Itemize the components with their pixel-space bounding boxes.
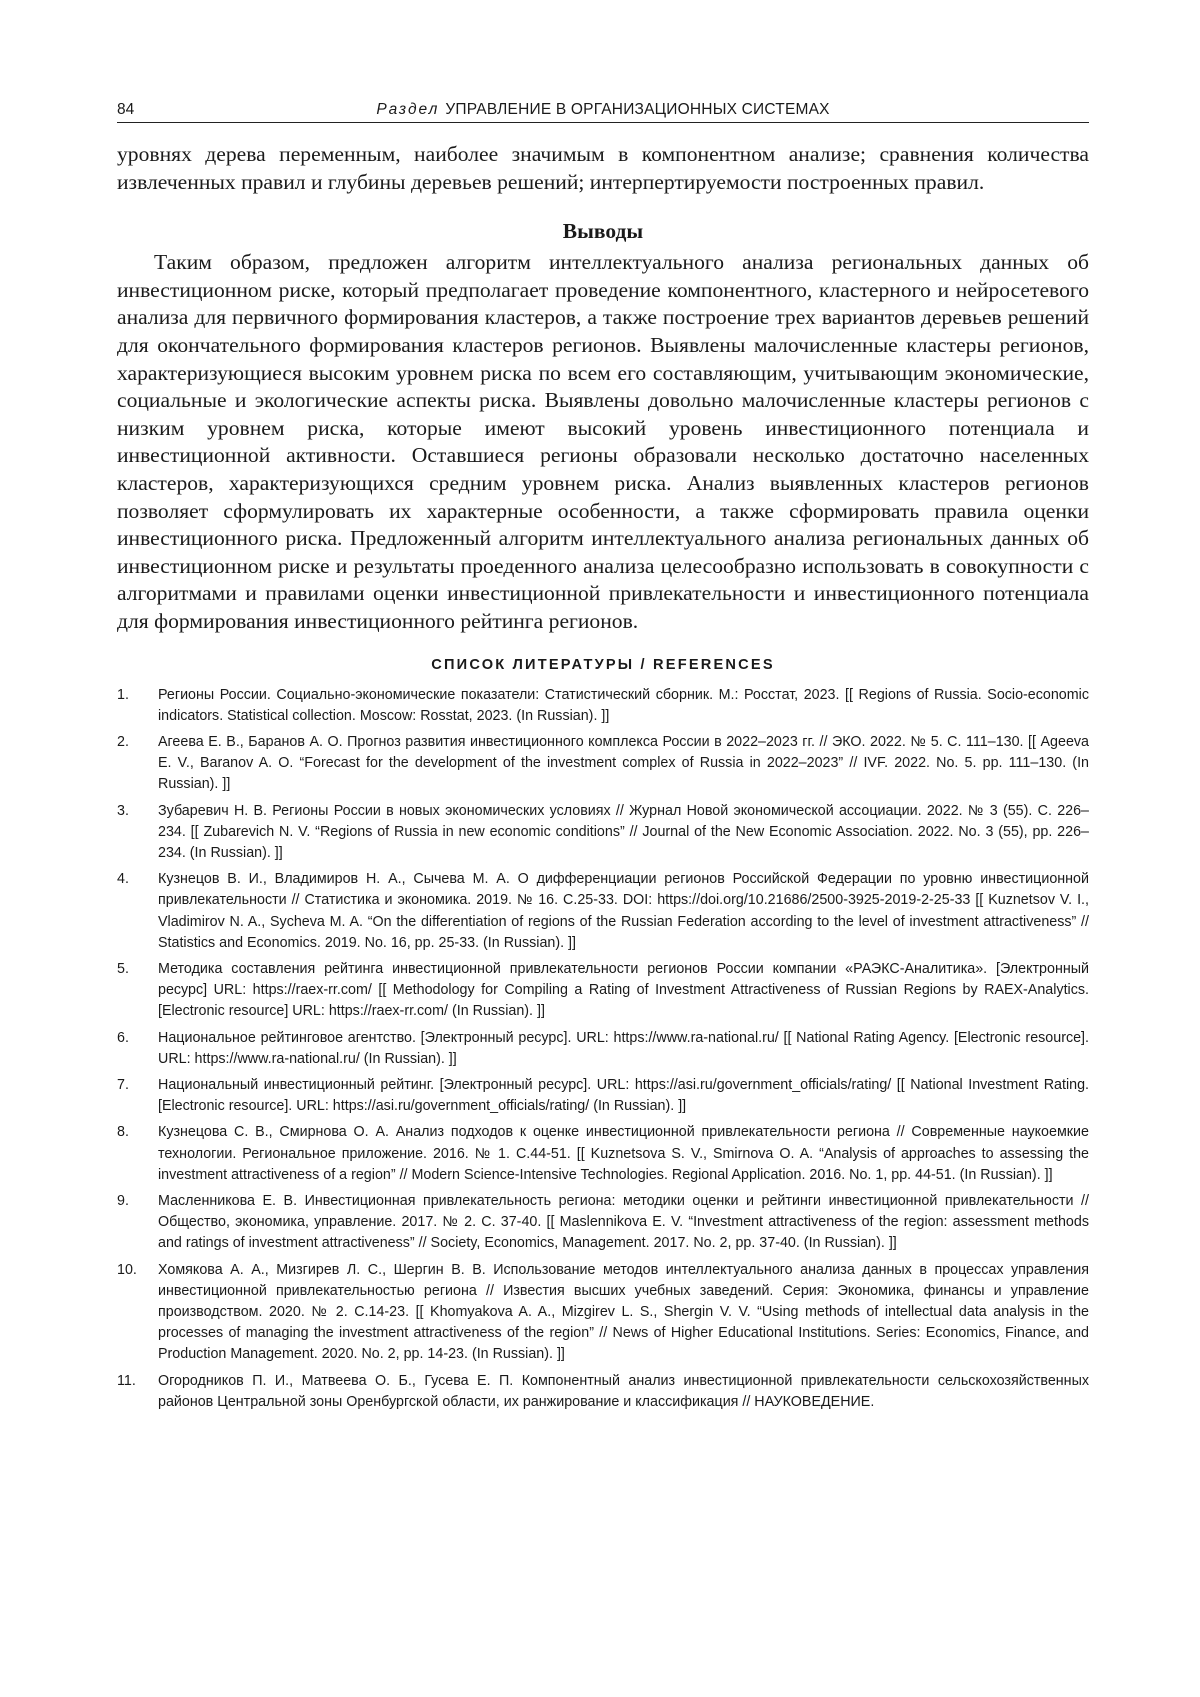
conclusions-heading: Выводы: [562, 219, 644, 244]
reference-number: 9.: [117, 1192, 129, 1209]
reference-item: [117, 1075, 1089, 1117]
reference-number: 5.: [117, 960, 129, 977]
reference-text: Масленникова Е. В. Инвестиционная привлекательность региона: методики оценки и рейтинги инвестиционной привлекательности // Общество, экономика, управление. 2017. № 2. С. 37-40. [[ Maslennikova E. V. “Investment attractiveness of the region: assessment methods and ratings of investment attractiveness” // Society, Economics, Management. 2017. No. 2, pp. 37-40. (In Russian). ]]: [158, 1192, 1089, 1252]
conclusions-paragraph: Таким образом, предложен алгоритм интеллектуального анализа региональных данных об инвестиционном риске, который предполагает проведение компонентного, кластерного и нейросетевого анализа для первичного формирования кластеров, а также построение трех вариантов деревьев решений для окончательного формирования кластеров регионов. Выявлены малочисленные кластеры регионов, характеризующиеся высоким уровнем риска по всем его составляющим, учитывающим экономические, социальные и экологические аспекты риска. Выявлены довольно малочисленные кластеры регионов с низким уровнем риска, которые имеют высокий уровень инвестиционного потенциала и инвестиционной активности. Оставшиеся регионы образовали несколько достаточно населенных кластеров, характеризующихся средним уровнем риска. Анализ выявленных кластеров регионов позволяет сформулировать их характерные особенности, а также сформировать правила оценки инвестиционного риска. Предложенный алгоритм интеллектуального анализа региональных данных об инвестиционном риске и результаты проеденного анализа целесообразно использовать в совокупности с алгоритмами и правилами оценки инвестиционной привлекательности и инвестиционного потенциала для формирования инвестиционного рейтинга регионов.: [117, 250, 1089, 633]
section-prefix: Раздел: [376, 101, 440, 118]
reference-number: 6.: [117, 1029, 129, 1046]
reference-item: [117, 1191, 1089, 1255]
references-list: [117, 685, 1089, 1414]
reference-text: Кузнецов В. И., Владимиров Н. А., Сычева М. А. О дифференциации регионов Российской Федерации по уровню инвестиционной привлекательности // Статистика и экономика. 2019. № 16. С.25-33. DOI: https://doi.org/10.21686/2500-3925-2019-2-25-33 [[ Kuznetsov V. I., Vladimirov N. A., Sycheva M. A. “On the differentiation of regions of the Russian Federation according to the level of investment attractiveness” // Statistics and Economics. 2019. No. 16, pp. 25-33. (In Russian). ]]: [158, 871, 1089, 951]
reference-item: [117, 869, 1089, 954]
reference-text: Кузнецова С. В., Смирнова О. А. Анализ подходов к оценке инвестиционной привлекательности региона // Современные наукоемкие технологии. Региональное приложение. 2016. № 1. С.44-51. [[ Kuznetsova S. V., Smirnova O. A. “Analysis of approaches to assessing the investment attractiveness of a region” // Modern Science-Intensive Technologies. Regional Application. 2016. No. 1, pp. 44-51. (In Russian). ]]: [158, 1124, 1089, 1183]
references-heading: СПИСОК ЛИТЕРАТУРЫ / REFERENCES: [431, 656, 775, 673]
reference-text: Зубаревич Н. В. Регионы России в новых экономических условиях // Журнал Новой экономической ассоциации. 2022. № 3 (55). С. 226–234. [[ Zubarevich N. V. “Regions of Russia in new economic conditions” // Journal of the New Economic Association. 2022. No. 3 (55), pp. 226–234. (In Russian). ]]: [158, 802, 1089, 861]
reference-number: 8.: [117, 1124, 129, 1141]
reference-number: 7.: [117, 1076, 129, 1093]
reference-text: Регионы России. Социально-экономические показатели: Статистический сборник. М.: Росстат, 2023. [[ Regions of Russia. Socio-economic indicators. Statistical collection. Moscow: Rosstat, 2023. (In Russian). ]]: [158, 686, 1089, 724]
reference-item: [117, 1371, 1089, 1413]
reference-text: Методика составления рейтинга инвестиционной привлекательности регионов России компании «РАЭКС-Аналитика». [Электронный ресурс] URL: https://raex-rr.com/ [[ Methodology for Compiling a Rating of Investment Attractiveness of Russian Regions by RAEX-Analytics. [Electronic resource] URL: https://raex-rr.com/ (In Russian). ]]: [158, 960, 1089, 1020]
reference-number: 3.: [117, 802, 129, 819]
section-name: УПРАВЛЕНИЕ В ОРГАНИЗАЦИОННЫХ СИСТЕМАХ: [445, 101, 830, 118]
intro-paragraph: уровнях дерева переменным, наиболее значимым в компонентном анализе; сравнения количества извлеченных правил и глубины деревьев решений; интерпертируемости построенных правил.: [117, 142, 1089, 194]
reference-item: [117, 1028, 1089, 1070]
reference-number: 2.: [117, 733, 129, 750]
reference-text: Национальный инвестиционный рейтинг. [Электронный ресурс]. URL: https://asi.ru/government_officials/rating/ [[ National Investment Rating. [Electronic resource]. URL: https://asi.ru/government_officials/rating/ (In Russian). ]]: [158, 1076, 1089, 1115]
reference-number: 4.: [117, 871, 129, 888]
reference-item: [117, 1122, 1089, 1186]
reference-text: Огородников П. И., Матвеева О. Б., Гусева Е. П. Компонентный анализ инвестиционной привлекательности сельскохозяйственных районов Центральной зоны Оренбургской области, их ранжирование и классификация // НАУКОВЕДЕНИЕ.: [158, 1372, 1089, 1410]
reference-text: Агеева Е. В., Баранов А. О. Прогноз развития инвестиционного комплекса России в 2022–2023 гг. // ЭКО. 2022. № 5. С. 111–130. [[ Ageeva E. V., Baranov A. O. “Forecast for the development of the investment complex of Russia in 2022–2023” // IVF. 2022. No. 5. pp. 111–130. (In Russian). ]]: [158, 733, 1089, 793]
reference-number: 11.: [117, 1372, 136, 1389]
reference-item: [117, 1260, 1089, 1366]
section-title: [117, 98, 1089, 122]
reference-text: Хомякова А. А., Мизгирев Л. С., Шергин В. В. Использование методов интеллектуального анализа данных в процессах управления инвестиционной привлекательностью региона // Известия высших учебных заведений. Серия: Экономика, финансы и управление производством. 2020. № 2. С.14-23. [[ Khomyakova A. A., Mizgirev L. S., Shergin V. V. “Using methods of intellectual data analysis in the processes of managing the investment attractiveness of the region” // News of Higher Educational Institutions. Series: Economics, Finance, and Production Management. 2020. No. 2, pp. 14-23. (In Russian). ]]: [158, 1261, 1089, 1363]
journal-page: [117, 98, 1089, 1418]
page-number: 84: [117, 101, 135, 118]
reference-number: 10.: [117, 1261, 137, 1278]
reference-item: [117, 732, 1089, 796]
reference-text: Национальное рейтинговое агентство. [Электронный ресурс]. URL: https://www.ra-national.ru/ [[ National Rating Agency. [Electronic resource]. URL: https://www.ra-national.ru/ (In Russian). ]]: [158, 1029, 1089, 1067]
reference-item: [117, 685, 1089, 727]
reference-number: 1.: [117, 686, 129, 703]
reference-item: [117, 959, 1089, 1023]
reference-item: [117, 801, 1089, 865]
running-header: [117, 98, 1089, 123]
